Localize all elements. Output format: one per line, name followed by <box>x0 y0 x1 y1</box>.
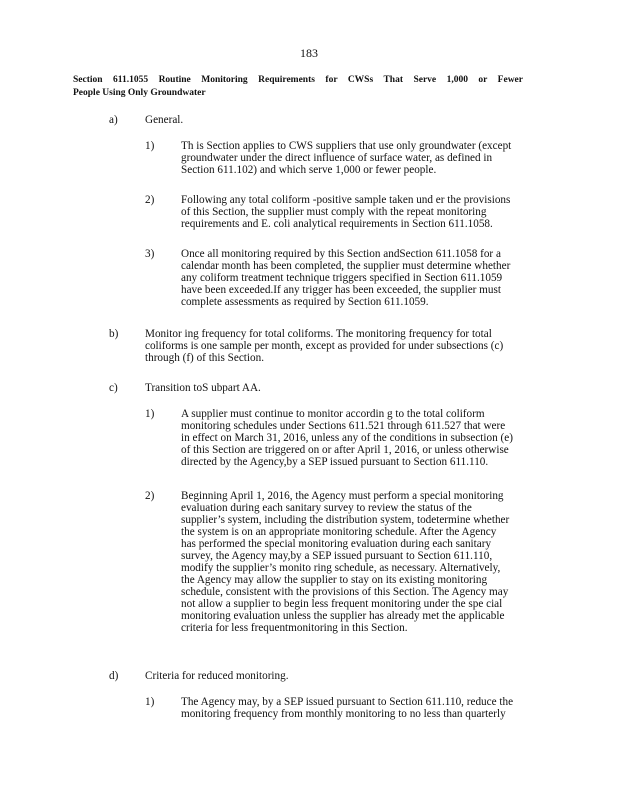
list-item-text <box>145 114 225 126</box>
text-line: schedule, consistent with the provisions of this Section. The Agency may <box>181 586 509 598</box>
list-item-text <box>181 490 539 634</box>
list-item-marker: d) <box>109 670 119 682</box>
text-line: the Agency may allow the supplier to stay on its existing monitoring <box>181 574 488 586</box>
text-line: Th is Section applies to CWS suppliers that use only groundwater (except <box>181 140 512 152</box>
list-item-marker: 1) <box>145 408 155 420</box>
text-line: directed by the Agency,by a SEP issued pursuant to Section 611.110. <box>181 456 489 468</box>
text-line: groundwater under the direct influence of surface water, as defined in <box>181 152 493 164</box>
text-line: criteria for less frequentmonitoring in this Section. <box>181 622 408 634</box>
text-line: survey, the Agency may,by a SEP issued pursuant to Section 611.110, <box>181 550 493 562</box>
list-item-text <box>145 328 529 364</box>
text-line: coliforms is one sample per month, except as provided for under subsections (c) <box>145 340 504 352</box>
list-item-text <box>145 382 295 394</box>
text-line: The Agency may, by a SEP issued pursuant to Section 611.110, reduce the <box>181 696 514 708</box>
text-line: Section 611.102) and which serve 1,000 or fewer people. <box>181 164 437 176</box>
text-line: in effect on March 31, 2016, unless any of the conditions in subsection (e) <box>181 432 513 444</box>
section-heading <box>73 74 523 100</box>
text-line: have been exceeded.If any trigger has been exceeded, the supplier must <box>181 284 501 296</box>
list-item-marker: b) <box>109 328 119 340</box>
text-line: Beginning April 1, 2016, the Agency must perform a special monitoring <box>181 490 504 502</box>
text-line: supplier’s system, including the distribution system, todetermine whether <box>181 514 510 526</box>
text-line: Monitor ing frequency for total coliforms. The monitoring frequency for total <box>145 328 492 340</box>
text-line: monitoring evaluation unless the supplier has already met the applicable <box>181 610 505 622</box>
list-item-marker: 1) <box>145 140 155 152</box>
text-line: of this Section are triggered on or after April 1, 2016, or unless otherwise <box>181 444 509 456</box>
list-item-marker: 2) <box>145 194 155 206</box>
text-line: General. <box>145 114 184 126</box>
text-line: monitoring frequency from monthly monitoring to no less than quarterly <box>181 708 506 720</box>
text-line: Following any total coliform -positive sample taken und er the provisions <box>181 194 511 206</box>
text-line: the system is on an appropriate monitoring schedule. After the Agency <box>181 526 497 538</box>
list-item-marker: 1) <box>145 696 155 708</box>
text-line: Once all monitoring required by this Section andSection 611.1058 for a <box>181 248 501 260</box>
section-heading-line: People Using Only Groundwater <box>73 88 206 98</box>
text-line: not allow a supplier to begin less frequent monitoring under the spe cial <box>181 598 503 610</box>
list-item-marker: 3) <box>145 248 155 260</box>
text-line: Transition toS ubpart AA. <box>145 382 261 394</box>
list-item-text <box>181 140 529 176</box>
text-line: monitoring schedules under Sections 611.521 through 611.527 that were <box>181 420 506 432</box>
text-line: of this Section, the supplier must comply with the repeat monitoring <box>181 206 487 218</box>
list-item-marker: c) <box>109 382 118 394</box>
list-item-text <box>181 248 529 308</box>
text-line: modify the supplier’s monito ring schedule, as necessary. Alternatively, <box>181 562 501 574</box>
text-line: complete assessments as required by Section 611.1059. <box>181 296 429 308</box>
list-item-text <box>145 670 345 682</box>
list-item-text <box>181 408 539 468</box>
text-line: A supplier must continue to monitor accordin g to the total coliform <box>181 408 485 420</box>
list-item-marker: 2) <box>145 490 155 502</box>
text-line: Criteria for reduced monitoring. <box>145 670 289 682</box>
list-item-marker: a) <box>109 114 118 126</box>
list-item-text <box>181 696 539 720</box>
text-line: calendar month has been completed, the supplier must determine whether <box>181 260 511 272</box>
text-line: has performed the special monitoring evaluation during each sanitary <box>181 538 492 550</box>
text-line: any coliform treatment technique triggers specified in Section 611.1059 <box>181 272 503 284</box>
text-line: through (f) of this Section. <box>145 352 265 364</box>
section-heading-line: Section 611.1055 Routine Monitoring Requirements for CWSs That Serve 1,000 or Fewer <box>73 75 523 85</box>
text-line: evaluation during each sanitary survey to review the status of the <box>181 502 472 514</box>
page-number: 183 <box>300 46 318 60</box>
list-item-text <box>181 194 529 230</box>
text-line: requirements and E. coli analytical requirements in Section 611.1058. <box>181 218 493 230</box>
